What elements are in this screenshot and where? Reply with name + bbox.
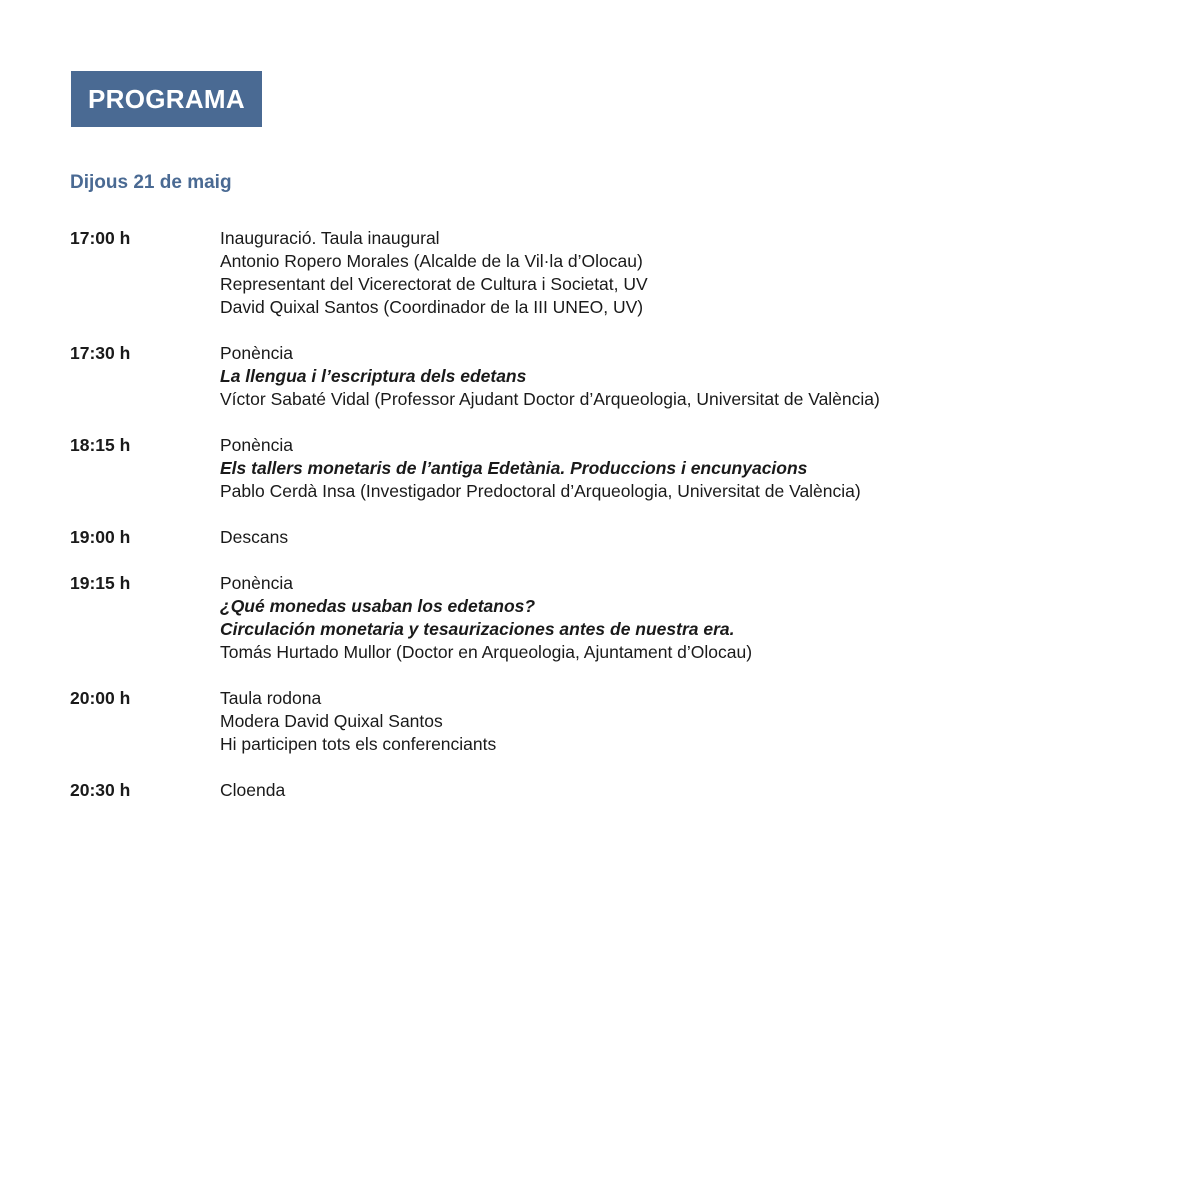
schedule-entry [70, 342, 1130, 411]
schedule-list [70, 227, 1130, 825]
schedule-entry [70, 227, 1130, 319]
entry-line: Pablo Cerdà Insa (Investigador Predoctoral d’Arqueologia, Universitat de València) [220, 481, 861, 501]
entry-body [220, 779, 1130, 802]
entry-time: 19:15 h [70, 573, 131, 593]
entry-line: Ponència [220, 343, 293, 363]
entry-line: Ponència [220, 573, 293, 593]
entry-time: 19:00 h [70, 527, 131, 547]
entry-line: Víctor Sabaté Vidal (Professor Ajudant Doctor d’Arqueologia, Universitat de València) [220, 389, 880, 409]
entry-line: Tomás Hurtado Mullor (Doctor en Arqueologia, Ajuntament d’Olocau) [220, 642, 753, 662]
entry-line: Modera David Quixal Santos [220, 711, 443, 731]
entry-time: 20:30 h [70, 780, 131, 800]
entry-body [220, 434, 1130, 503]
entry-time: 17:00 h [70, 228, 131, 248]
entry-line: Descans [220, 527, 289, 547]
entry-body [220, 342, 1130, 411]
entry-body [220, 227, 1130, 319]
entry-line: Hi participen tots els conferenciants [220, 734, 497, 754]
program-banner: PROGRAMA [71, 71, 262, 127]
entry-line: Representant del Vicerectorat de Cultura i Societat, UV [220, 274, 648, 294]
schedule-entry [70, 779, 1130, 802]
entry-line: Ponència [220, 435, 293, 455]
entry-body [220, 572, 1130, 664]
schedule-entry [70, 687, 1130, 756]
entry-line: Cloenda [220, 780, 286, 800]
schedule-entry [70, 526, 1130, 549]
schedule-entry [70, 572, 1130, 664]
entry-line: David Quixal Santos (Coordinador de la III UNEO, UV) [220, 297, 644, 317]
day-heading: Dijous 21 de maig [70, 172, 232, 193]
entry-time: 20:00 h [70, 688, 131, 708]
talk-title: Els tallers monetaris de l’antiga Edetània. Produccions i encunyacions [220, 458, 808, 478]
entry-time: 17:30 h [70, 343, 131, 363]
talk-title: ¿Qué monedas usaban los edetanos? [220, 596, 536, 616]
schedule-entry [70, 434, 1130, 503]
entry-time: 18:15 h [70, 435, 131, 455]
entry-body [220, 526, 1130, 549]
talk-title: La llengua i l’escriptura dels edetans [220, 366, 527, 386]
entry-line: Inauguració. Taula inaugural [220, 228, 440, 248]
entry-body [220, 687, 1130, 756]
entry-line: Antonio Ropero Morales (Alcalde de la Vil·la d’Olocau) [220, 251, 643, 271]
entry-line: Taula rodona [220, 688, 322, 708]
talk-title: Circulación monetaria y tesaurizaciones antes de nuestra era. [220, 619, 735, 639]
